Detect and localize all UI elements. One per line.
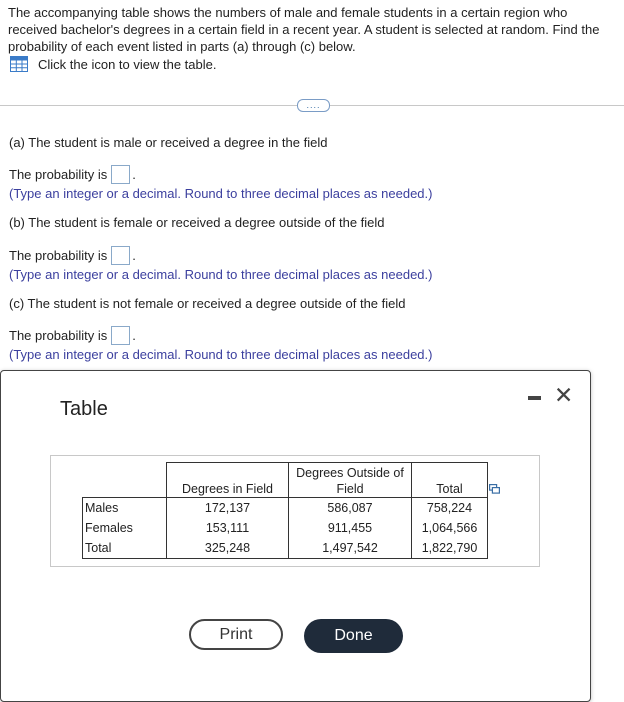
- cell: 586,087: [289, 498, 412, 519]
- answer-prefix-c: The probability is: [9, 328, 108, 343]
- row-label-males: Males: [83, 498, 167, 519]
- table-header-row: [83, 463, 488, 498]
- done-button[interactable]: Done: [304, 619, 403, 653]
- header-blank: [83, 463, 167, 498]
- answer-period-c: .: [132, 328, 136, 343]
- table-frame: [50, 455, 540, 567]
- row-label-total: Total: [83, 538, 167, 559]
- cell: 1,822,790: [412, 538, 488, 559]
- answer-prefix-a: The probability is: [9, 167, 108, 182]
- close-icon[interactable]: ✕: [554, 382, 574, 408]
- answer-input-b[interactable]: [111, 246, 130, 265]
- data-table: [82, 462, 488, 559]
- cell: 758,224: [412, 498, 488, 519]
- cell: 172,137: [167, 498, 289, 519]
- table-row: [83, 538, 488, 559]
- modal-title: Table: [60, 398, 108, 420]
- cell: 1,497,542: [289, 538, 412, 559]
- question-a: (a) The student is male or received a degree in the field: [9, 135, 328, 150]
- problem-intro: The accompanying table shows the numbers of male and female students in a certain region who received bachelor's degrees in a certain field in a recent year. A student is selected at random. Find the probability of each event listed in parts (a) through (c) below.: [8, 5, 600, 54]
- answer-input-a[interactable]: [111, 165, 130, 184]
- cell: 911,455: [289, 518, 412, 538]
- minimize-icon[interactable]: [528, 396, 541, 400]
- table-icon[interactable]: [10, 56, 28, 72]
- hint-a: (Type an integer or a decimal. Round to three decimal places as needed.): [9, 186, 433, 201]
- hint-c: (Type an integer or a decimal. Round to three decimal places as needed.): [9, 347, 433, 362]
- view-table-text[interactable]: Click the icon to view the table.: [38, 56, 217, 72]
- copy-icon[interactable]: [489, 484, 500, 494]
- question-b: (b) The student is female or received a degree outside of the field: [9, 215, 385, 230]
- table-modal: [0, 370, 591, 702]
- table-row: [83, 498, 488, 519]
- cell: 153,111: [167, 518, 289, 538]
- row-label-females: Females: [83, 518, 167, 538]
- hint-b: (Type an integer or a decimal. Round to three decimal places as needed.): [9, 267, 433, 282]
- answer-row-a: [9, 165, 136, 184]
- answer-prefix-b: The probability is: [9, 248, 108, 263]
- answer-row-b: [9, 246, 136, 265]
- answer-input-c[interactable]: [111, 326, 130, 345]
- table-row: [83, 518, 488, 538]
- answer-period-b: .: [132, 248, 136, 263]
- expand-more-button[interactable]: ....: [297, 99, 330, 112]
- cell: 1,064,566: [412, 518, 488, 538]
- question-c: (c) The student is not female or received a degree outside of the field: [9, 296, 406, 311]
- header-degrees-in-field: Degrees in Field: [167, 463, 289, 498]
- header-degrees-outside-field: Degrees Outside of Field: [289, 463, 412, 498]
- cell: 325,248: [167, 538, 289, 559]
- header-total: Total: [412, 463, 488, 498]
- print-button[interactable]: Print: [189, 619, 283, 650]
- answer-row-c: [9, 326, 136, 345]
- view-table-link[interactable]: [10, 56, 216, 72]
- answer-period-a: .: [132, 167, 136, 182]
